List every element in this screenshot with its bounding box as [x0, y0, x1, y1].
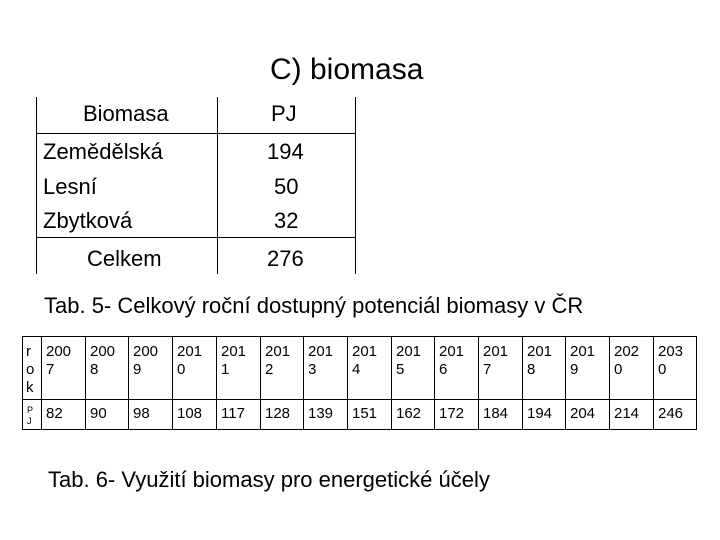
row-value-lesni: 50 — [274, 174, 299, 199]
row-divider — [37, 237, 355, 238]
value-cell: 128 — [265, 405, 291, 422]
year-cell: 201 8 — [527, 343, 553, 378]
total-value: 276 — [267, 246, 304, 271]
value-cell: 98 — [133, 405, 150, 422]
year-cell: 201 2 — [265, 343, 291, 378]
column-divider — [609, 337, 610, 429]
column-divider — [653, 337, 654, 429]
value-cell: 90 — [90, 405, 107, 422]
biomass-usage-table — [22, 336, 697, 430]
column-divider — [565, 337, 566, 429]
column-divider — [260, 337, 261, 429]
row-value-zemedelska: 194 — [267, 139, 304, 164]
table6-caption: Tab. 6- Využití biomasy pro energetické účely — [48, 467, 490, 492]
column-divider — [216, 337, 217, 429]
value-cell: 151 — [352, 405, 378, 422]
total-label: Celkem — [87, 246, 162, 271]
column-divider — [41, 337, 42, 429]
year-cell: 201 3 — [308, 343, 334, 378]
year-cell: 202 0 — [614, 343, 640, 378]
column-divider — [391, 337, 392, 429]
year-cell: 201 6 — [439, 343, 465, 378]
header-pj: PJ — [271, 101, 297, 126]
table5-caption: Tab. 5- Celkový roční dostupný potenciál biomasy v ČR — [44, 293, 584, 318]
year-cell: 201 0 — [177, 343, 203, 378]
row-divider — [23, 399, 696, 400]
value-cell: 117 — [221, 405, 245, 422]
row-value-zbytkova: 32 — [274, 208, 299, 233]
column-divider — [347, 337, 348, 429]
column-divider — [434, 337, 435, 429]
column-divider — [303, 337, 304, 429]
column-divider — [172, 337, 173, 429]
slide-title: C) biomasa — [270, 53, 424, 86]
year-cell: 200 8 — [90, 343, 116, 378]
column-divider — [85, 337, 86, 429]
value-cell: 108 — [177, 405, 203, 422]
header-biomasa: Biomasa — [83, 101, 169, 126]
column-divider — [522, 337, 523, 429]
biomass-potential-table — [36, 97, 356, 274]
value-cell: 172 — [439, 405, 465, 422]
year-cell: 203 0 — [658, 343, 684, 378]
year-cell: 200 7 — [46, 343, 72, 378]
year-cell: 201 7 — [483, 343, 509, 378]
value-cell: 139 — [308, 405, 334, 422]
row-label-lesni: Lesní — [43, 174, 97, 199]
row-label-zbytkova: Zbytková — [43, 208, 133, 233]
year-cell: 200 9 — [133, 343, 159, 378]
value-cell: 204 — [570, 405, 596, 422]
value-cell: 246 — [658, 405, 684, 422]
column-divider — [478, 337, 479, 429]
row-header-pj: P J — [27, 405, 34, 426]
year-cell: 201 9 — [570, 343, 596, 378]
row-divider — [37, 133, 355, 134]
year-cell: 201 1 — [221, 343, 247, 378]
row-label-zemedelska: Zemědělská — [43, 139, 163, 164]
value-cell: 82 — [46, 405, 63, 422]
column-divider — [217, 97, 218, 274]
value-cell: 184 — [483, 405, 509, 422]
value-cell: 162 — [396, 405, 422, 422]
row-header-year: r o k — [26, 343, 35, 396]
year-cell: 201 5 — [396, 343, 422, 378]
value-cell: 214 — [614, 405, 640, 422]
year-cell: 201 4 — [352, 343, 378, 378]
column-divider — [128, 337, 129, 429]
value-cell: 194 — [527, 405, 553, 422]
